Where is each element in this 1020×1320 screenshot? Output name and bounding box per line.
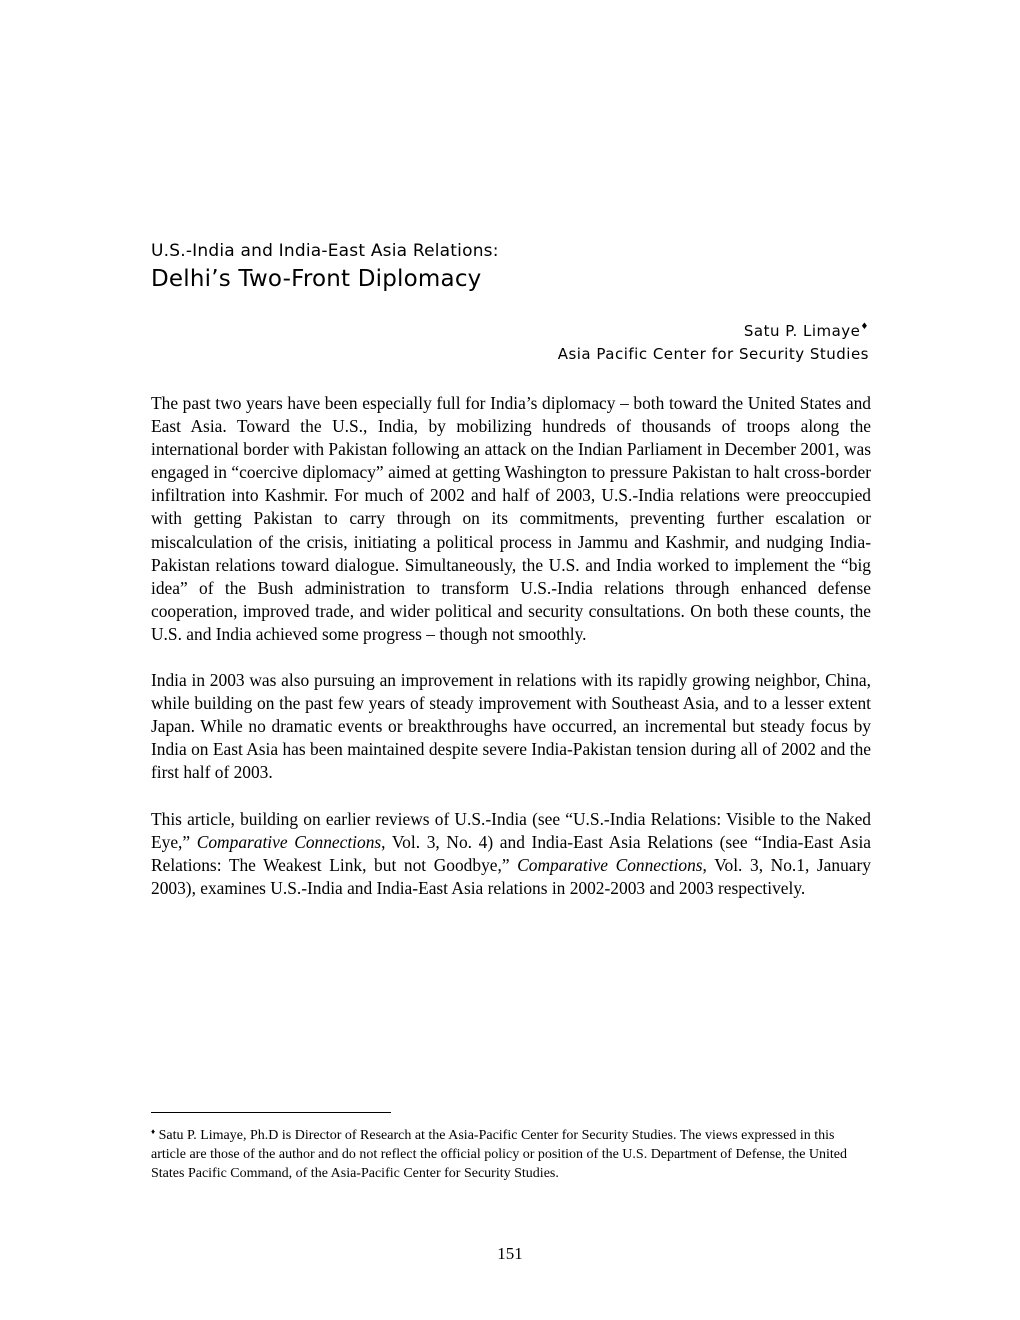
paragraph-3-part-1: This article, building on earlier reviews of U.S.-India (see “U.S.-India Relations: Visible to the Naked Eye,”: [151, 808, 871, 852]
footnote-marker: ♦: [151, 1127, 156, 1136]
author-affiliation: Asia Pacific Center for Security Studies: [557, 345, 869, 363]
footnote-text: Satu P. Limaye, Ph.D is Director of Research at the Asia-Pacific Center for Security Studies. The views expressed in this article are those of the author and do not reflect the official policy or position of the U.S. Department of Defense, the United States Pacific Command, of the Asia-Pacific Center for Security Studies.: [151, 1128, 848, 1181]
journal-title-2: Comparative Connections: [517, 854, 703, 875]
title-line-2: Delhi’s Two-Front Diplomacy: [151, 266, 482, 292]
author-block: [558, 320, 869, 366]
page-number: 151: [497, 1244, 523, 1263]
author-line: [558, 320, 869, 343]
footnote-divider: [151, 1112, 391, 1113]
article-body: [151, 392, 871, 900]
paragraph-3: [151, 808, 871, 900]
paragraph-1: The past two years have been especially full for India’s diplomacy – both toward the United States and East Asia. Toward the U.S., India, by mobilizing hundreds of thousands of troops along the international border with Pakistan following an attack on the Indian Parliament in December 2001, was engaged in “coercive diplomacy” aimed at getting Washington to pressure Pakistan to halt cross-border infiltration into Kashmir. For much of 2002 and half of 2003, U.S.-India relations were preoccupied with getting Pakistan to carry through on its commitments, preventing further escalation or miscalculation of the crisis, initiating a political process in Jammu and Kashmir, and nudging India-Pakistan relations toward dialogue. Simultaneously, the U.S. and India worked to implement the “big idea” of the Bush administration to transform U.S.-India relations through enhanced defense cooperation, improved trade, and wider political and security consultations. On both these counts, the U.S. and India achieved some progress – though not smoothly.: [151, 393, 871, 644]
journal-title-1: Comparative Connections: [196, 831, 382, 852]
author-name: Satu P. Limaye: [743, 322, 861, 340]
article-title: [151, 240, 871, 294]
footnote: [151, 1126, 871, 1183]
paragraph-2: India in 2003 was also pursuing an improvement in relations with its rapidly growing neighbor, China, while building on the past few years of steady improvement with Southeast Asia, and to a lesser extent Japan. While no dramatic events or breakthroughs have occurred, an incremental but steady focus by India on East Asia has been maintained despite severe India-Pakistan tension during all of 2002 and the first half of 2003.: [151, 670, 871, 783]
title-line-1: U.S.-India and India-East Asia Relations:: [151, 241, 499, 261]
paragraph-3-part-3: , Vol. 3, No.1, January 2003), examines U.S.-India and India-East Asia relations in 2002-2003 and 2003 respectively.: [151, 854, 871, 898]
paragraph-3-part-2: , Vol. 3, No. 4) and India-East Asia Relations (see “India-East Asia Relations: The Weakest Link, but not Goodbye,”: [151, 831, 871, 875]
author-footnote-marker: ♦: [860, 322, 869, 332]
